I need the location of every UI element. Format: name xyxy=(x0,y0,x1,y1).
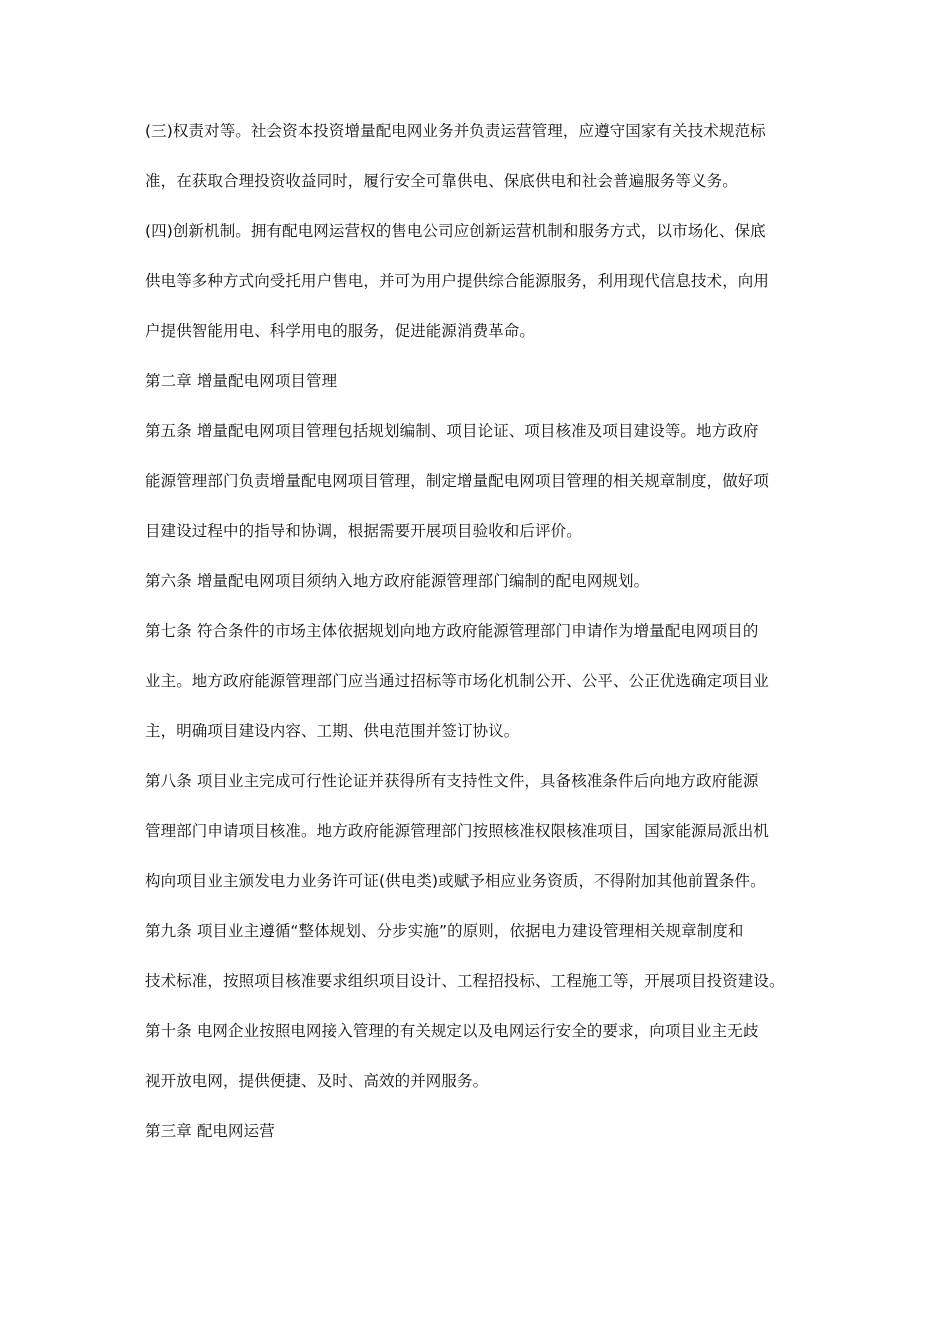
paragraph-line: (三)权责对等。社会资本投资增量配电网业务并负责运营管理，应遵守国家有关技术规范标 xyxy=(145,122,766,140)
chapter-heading: 第二章 增量配电网项目管理 xyxy=(145,372,338,390)
chapter-heading: 第三章 配电网运营 xyxy=(145,1122,275,1140)
paragraph-line: 第九条 项目业主遵循“整体规划、分步实施”的原则，依据电力建设管理相关规章制度和 xyxy=(145,922,744,940)
paragraph-line: 第五条 增量配电网项目管理包括规划编制、项目论证、项目核准及项目建设等。地方政府 xyxy=(145,422,759,440)
paragraph-line: 第六条 增量配电网项目须纳入地方政府能源管理部门编制的配电网规划。 xyxy=(145,572,650,590)
paragraph-line: 视开放电网，提供便捷、及时、高效的并网服务。 xyxy=(145,1072,489,1090)
paragraph-line: 目建设过程中的指导和协调，根据需要开展项目验收和后评价。 xyxy=(145,522,582,540)
paragraph-line: 第八条 项目业主完成可行性论证并获得所有支持性文件，具备核准条件后向地方政府能源 xyxy=(145,772,759,790)
paragraph-line: 技术标准，按照项目核准要求组织项目设计、工程招投标、工程施工等，开展项目投资建设。 xyxy=(145,972,785,990)
paragraph-line: 准，在获取合理投资收益同时，履行安全可靠供电、保底供电和社会普遍服务等义务。 xyxy=(145,172,738,190)
paragraph-line: 构向项目业主颁发电力业务许可证(供电类)或赋予相应业务资质，不得附加其他前置条件。 xyxy=(145,872,766,890)
paragraph-line: 第七条 符合条件的市场主体依据规划向地方政府能源管理部门申请作为增量配电网项目的 xyxy=(145,622,759,640)
paragraph-line: 业主。地方政府能源管理部门应当通过招标等市场化机制公开、公平、公正优选确定项目业 xyxy=(145,672,770,690)
paragraph-line: 管理部门申请项目核准。地方政府能源管理部门按照核准权限核准项目，国家能源局派出机 xyxy=(145,822,770,840)
paragraph-line: 能源管理部门负责增量配电网项目管理，制定增量配电网项目管理的相关规章制度，做好项 xyxy=(145,472,770,490)
paragraph-line: 主，明确项目建设内容、工期、供电范围并签订协议。 xyxy=(145,722,520,740)
paragraph-line: 供电等多种方式向受托用户售电，并可为用户提供综合能源服务，利用现代信息技术，向用 xyxy=(145,272,770,290)
document-body xyxy=(145,121,810,1142)
paragraph-line: 第十条 电网企业按照电网接入管理的有关规定以及电网运行安全的要求，向项目业主无歧 xyxy=(145,1022,759,1040)
paragraph-line: (四)创新机制。拥有配电网运营权的售电公司应创新运营机制和服务方式，以市场化、保底 xyxy=(145,222,766,240)
paragraph-line: 户提供智能用电、科学用电的服务，促进能源消费革命。 xyxy=(145,322,536,340)
